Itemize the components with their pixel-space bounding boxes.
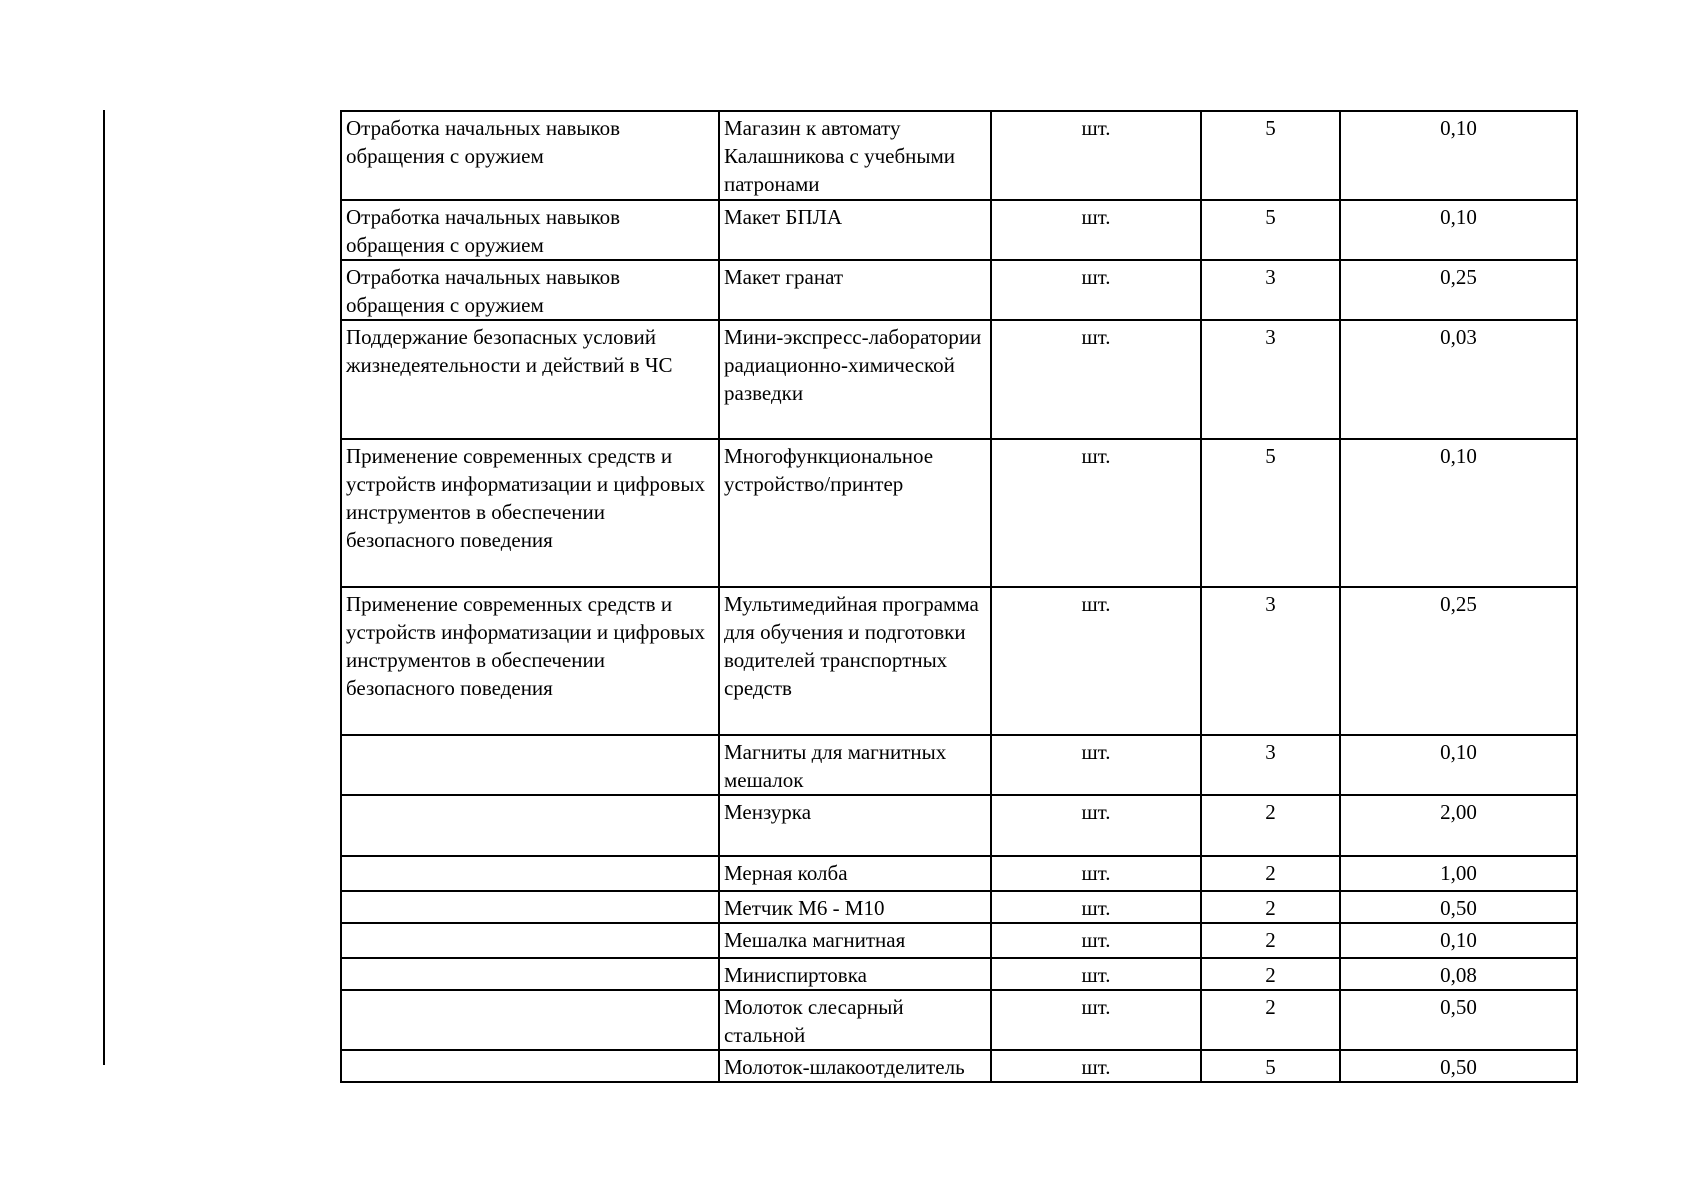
table-row (341, 1050, 1577, 1082)
item-name-cell: Метчик М6 - М10 (719, 891, 991, 923)
purpose-cell: Отработка начальных навыков обращения с оружием (341, 200, 719, 260)
item-name-cell: Мини-экспресс-лаборатории радиационно-химической разведки (719, 320, 991, 439)
item-name-cell: Молоток-шлакоотделитель (719, 1050, 991, 1082)
purpose-cell (341, 891, 719, 923)
quantity-cell: 3 (1201, 260, 1340, 320)
purpose-cell (341, 958, 719, 990)
quantity-cell: 2 (1201, 958, 1340, 990)
purpose-cell (341, 856, 719, 891)
table-row (341, 891, 1577, 923)
table-row (341, 958, 1577, 990)
purpose-cell (341, 1050, 719, 1082)
unit-cell: шт. (991, 320, 1201, 439)
norm-cell: 0,03 (1340, 320, 1577, 439)
item-name-cell: Мерная колба (719, 856, 991, 891)
table-row (341, 856, 1577, 891)
table-row (341, 111, 1577, 200)
unit-cell: шт. (991, 111, 1201, 200)
purpose-cell: Отработка начальных навыков обращения с оружием (341, 111, 719, 200)
table-row (341, 439, 1577, 587)
item-name-cell: Макет БПЛА (719, 200, 991, 260)
purpose-cell (341, 990, 719, 1050)
norm-cell: 0,25 (1340, 587, 1577, 735)
purpose-cell: Поддержание безопасных условий жизнедеятельности и действий в ЧС (341, 320, 719, 439)
purpose-cell: Применение современных средств и устройств информатизации и цифровых инструментов в обеспечении безопасного поведения (341, 587, 719, 735)
norm-cell: 0,10 (1340, 439, 1577, 587)
quantity-cell: 3 (1201, 320, 1340, 439)
item-name-cell: Многофункциональное устройство/принтер (719, 439, 991, 587)
quantity-cell: 2 (1201, 923, 1340, 958)
norm-cell: 2,00 (1340, 795, 1577, 856)
quantity-cell: 2 (1201, 795, 1340, 856)
unit-cell: шт. (991, 587, 1201, 735)
purpose-cell: Отработка начальных навыков обращения с оружием (341, 260, 719, 320)
table-row (341, 795, 1577, 856)
table-row (341, 990, 1577, 1050)
quantity-cell: 3 (1201, 735, 1340, 795)
norm-cell: 0,10 (1340, 200, 1577, 260)
table-row (341, 923, 1577, 958)
unit-cell: шт. (991, 923, 1201, 958)
unit-cell: шт. (991, 990, 1201, 1050)
norm-cell: 0,10 (1340, 923, 1577, 958)
quantity-cell: 3 (1201, 587, 1340, 735)
table-row (341, 260, 1577, 320)
purpose-cell (341, 795, 719, 856)
unit-cell: шт. (991, 200, 1201, 260)
unit-cell: шт. (991, 958, 1201, 990)
item-name-cell: Мензурка (719, 795, 991, 856)
norm-cell: 0,50 (1340, 990, 1577, 1050)
unit-cell: шт. (991, 260, 1201, 320)
purpose-cell (341, 735, 719, 795)
quantity-cell: 5 (1201, 1050, 1340, 1082)
norm-cell: 0,10 (1340, 111, 1577, 200)
table-row (341, 735, 1577, 795)
norm-cell: 0,50 (1340, 1050, 1577, 1082)
norm-cell: 0,08 (1340, 958, 1577, 990)
norm-cell: 1,00 (1340, 856, 1577, 891)
norm-cell: 0,50 (1340, 891, 1577, 923)
quantity-cell: 2 (1201, 891, 1340, 923)
norm-cell: 0,25 (1340, 260, 1577, 320)
purpose-cell: Применение современных средств и устройств информатизации и цифровых инструментов в обеспечении безопасного поведения (341, 439, 719, 587)
quantity-cell: 5 (1201, 439, 1340, 587)
unit-cell: шт. (991, 1050, 1201, 1082)
table-row (341, 587, 1577, 735)
item-name-cell: Молоток слесарный стальной (719, 990, 991, 1050)
item-name-cell: Магазин к автомату Калашникова с учебными патронами (719, 111, 991, 200)
quantity-cell: 2 (1201, 856, 1340, 891)
unit-cell: шт. (991, 735, 1201, 795)
item-name-cell: Миниспиртовка (719, 958, 991, 990)
item-name-cell: Макет гранат (719, 260, 991, 320)
quantity-cell: 2 (1201, 990, 1340, 1050)
equipment-table (340, 110, 1578, 1083)
unit-cell: шт. (991, 795, 1201, 856)
item-name-cell: Магниты для магнитных мешалок (719, 735, 991, 795)
unit-cell: шт. (991, 856, 1201, 891)
item-name-cell: Мешалка магнитная (719, 923, 991, 958)
norm-cell: 0,10 (1340, 735, 1577, 795)
quantity-cell: 5 (1201, 111, 1340, 200)
table-row (341, 200, 1577, 260)
item-name-cell: Мультимедийная программа для обучения и подготовки водителей транспортных средств (719, 587, 991, 735)
table-row (341, 320, 1577, 439)
quantity-cell: 5 (1201, 200, 1340, 260)
unit-cell: шт. (991, 891, 1201, 923)
unit-cell: шт. (991, 439, 1201, 587)
purpose-cell (341, 923, 719, 958)
page-margin-line (103, 110, 105, 1065)
